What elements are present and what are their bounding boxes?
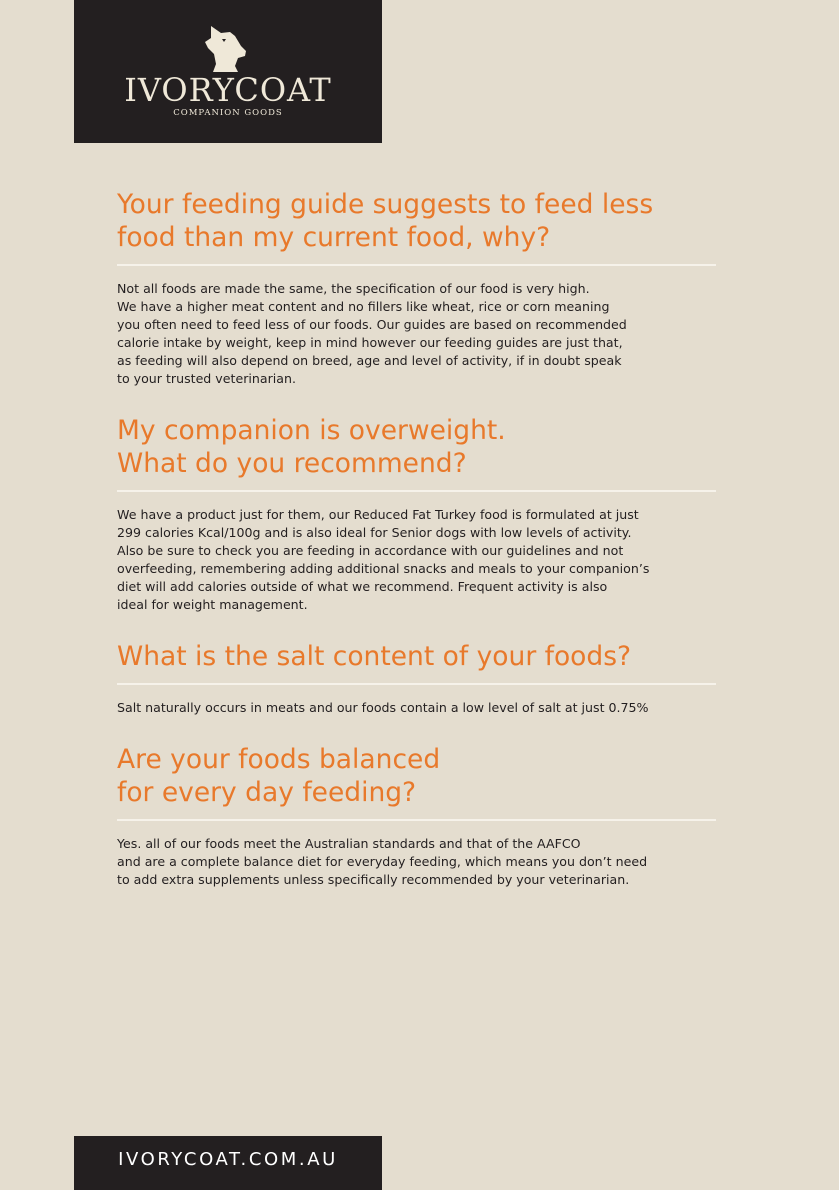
- faq-item: [117, 414, 716, 614]
- faq-list: [117, 188, 716, 915]
- faq-answer: We have a product just for them, our Reduced Fat Turkey food is formulated at just 299 calories Kcal/100g and is also ideal for Senior dogs with low levels of activity. Also be sure to check you are feeding in accordance with our guidelines and not overfeeding, remembering adding additional snacks and meals to your companion’s diet will add calories outside of what we recommend. Frequent activity is also ideal for weight management.: [117, 507, 650, 612]
- faq-question: Your feeding guide suggests to feed less food than my current food, why?: [117, 189, 654, 253]
- website-link[interactable]: IVORYCOAT.COM.AU: [74, 1136, 382, 1190]
- divider: [117, 264, 716, 266]
- brand-logo: [74, 0, 382, 143]
- brand-name: IVORYCOAT: [124, 71, 332, 109]
- faq-item: [117, 640, 716, 717]
- divider: [117, 490, 716, 492]
- faq-answer: Yes. all of our foods meet the Australian standards and that of the AAFCO and are a complete balance diet for everyday feeding, which means you don’t need to add extra supplements unless specifically recommended by your veterinarian.: [117, 836, 648, 887]
- terrier-dog-head-icon: [205, 26, 249, 72]
- faq-item: [117, 743, 716, 889]
- divider: [117, 819, 716, 821]
- faq-answer: Salt naturally occurs in meats and our foods contain a low level of salt at just 0.75%: [117, 700, 649, 715]
- faq-question: Are your foods balanced for every day feeding?: [117, 744, 441, 808]
- faq-question: My companion is overweight. What do you recommend?: [117, 415, 506, 479]
- brand-subtitle: COMPANION GOODS: [173, 108, 283, 118]
- faq-item: [117, 188, 716, 388]
- faq-question: What is the salt content of your foods?: [117, 641, 632, 672]
- divider: [117, 683, 716, 685]
- faq-answer: Not all foods are made the same, the specification of our food is very high. We have a higher meat content and no fillers like wheat, rice or corn meaning you often need to feed less of our foods. Our guides are based on recommended calorie intake by weight, keep in mind however our feeding guides are just that, as feeding will also depend on breed, age and level of activity, if in doubt speak to your trusted veterinarian.: [117, 281, 627, 386]
